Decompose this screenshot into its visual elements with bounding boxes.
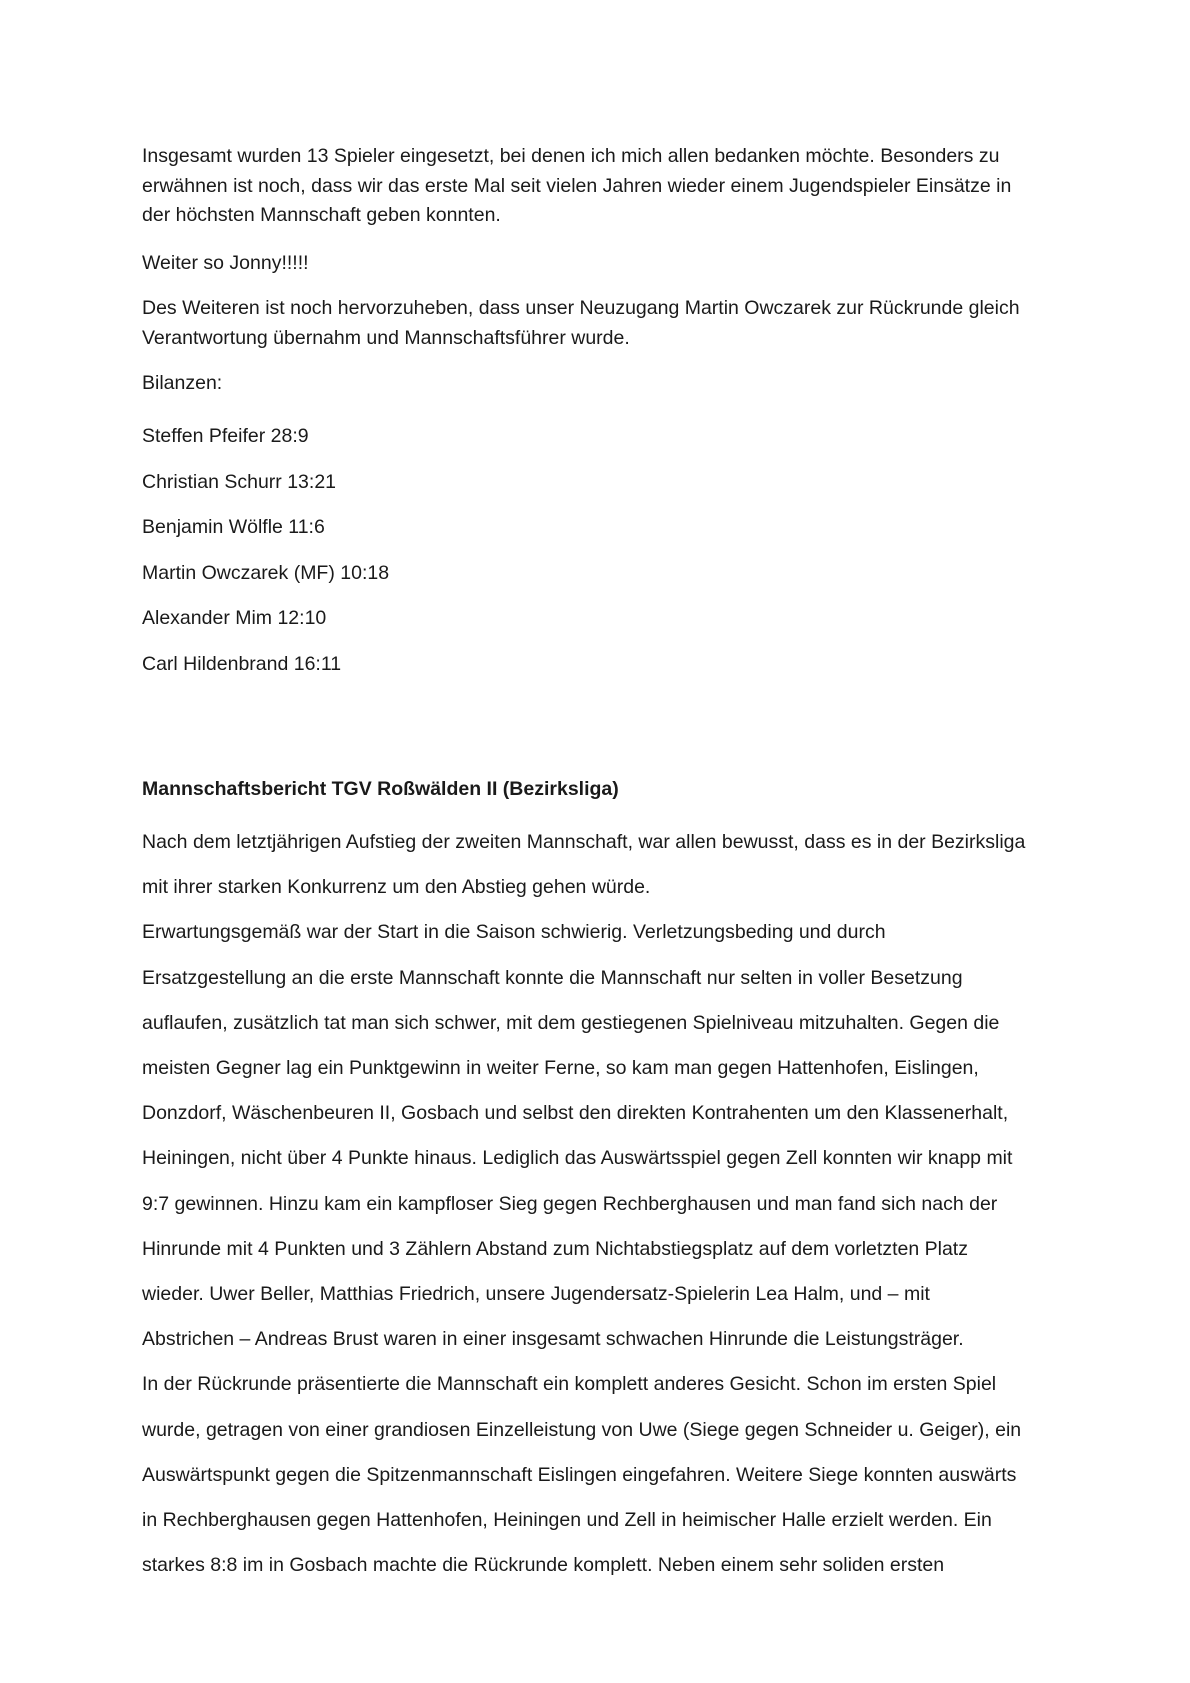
text-line: Abstrichen – Andreas Brust waren in einer insgesamt schwachen Hinrunde die Leistungsträger.	[142, 1328, 964, 1351]
text-line: der höchsten Mannschaft geben konnten.	[142, 204, 501, 226]
text-line: Weiter so Jonny!!!!!	[142, 252, 309, 274]
bilanz-item: Benjamin Wölfle 11:6	[142, 516, 325, 538]
text-line: Des Weiteren ist noch hervorzuheben, dass unser Neuzugang Martin Owczarek zur Rückrunde gleich	[142, 297, 1020, 319]
text-line: Verantwortung übernahm und Mannschaftsführer wurde.	[142, 326, 630, 349]
text-line: wieder. Uwer Beller, Matthias Friedrich, unsere Jugendersatz-Spielerin Lea Halm, und – mit	[142, 1283, 930, 1306]
text-line: mit ihrer starken Konkurrenz um den Abstieg gehen würde.	[142, 876, 651, 899]
bilanz-item: Martin Owczarek (MF) 10:18	[142, 561, 390, 584]
text-line: Auswärtspunkt gegen die Spitzenmannschaft Eislingen eingefahren. Weitere Siege konnten auswärts	[142, 1463, 1017, 1486]
text-line: Ersatzgestellung an die erste Mannschaft konnte die Mannschaft nur selten in voller Besetzung	[142, 966, 963, 989]
text-line: starkes 8:8 im in Gosbach machte die Rückrunde komplett. Neben einem sehr soliden ersten	[142, 1554, 945, 1577]
cheer-paragraph	[142, 249, 1062, 279]
text-line: meisten Gegner lag ein Punktgewinn in weiter Ferne, so kam man gegen Hattenhofen, Eislingen,	[142, 1057, 979, 1080]
text-line: Insgesamt wurden 13 Spieler eingesetzt, bei denen ich mich allen bedanken möchte. Besonders zu	[142, 145, 1000, 167]
bilanz-item: Christian Schurr 13:21	[142, 470, 337, 493]
bilanz-item: Steffen Pfeifer 28:9	[142, 425, 309, 447]
bilanzen-label	[142, 369, 1062, 399]
bilanz-item: Carl Hildenbrand 16:11	[142, 652, 342, 675]
text-line: wurde, getragen von einer grandiosen Einzelleistung von Uwe (Siege gegen Schneider u. Geiger), ein	[142, 1418, 1022, 1441]
report-heading-text: Mannschaftsbericht TGV Roßwälden II (Bezirksliga)	[142, 778, 619, 800]
text-line: auflaufen, zusätzlich tat man sich schwer, mit dem gestiegenen Spielniveau mitzuhalten. Gegen die	[142, 1011, 1000, 1034]
newcomer-paragraph	[142, 294, 1062, 353]
text-line: Hinrunde mit 4 Punkten und 3 Zählern Abstand zum Nichtabstiegsplatz auf dem vorletzten Platz	[142, 1237, 968, 1260]
text-line: Nach dem letztjährigen Aufstieg der zweiten Mannschaft, war allen bewusst, dass es in der Bezirksliga	[142, 831, 1026, 853]
text-line: Erwartungsgemäß war der Start in die Saison schwierig. Verletzungsbeding und durch	[142, 921, 886, 944]
report-body	[142, 820, 1062, 1588]
bilanzen-list	[142, 414, 1062, 687]
text-line: Heiningen, nicht über 4 Punkte hinaus. Lediglich das Auswärtsspiel gegen Zell konnten wir knapp mit	[142, 1147, 1013, 1170]
report-heading	[142, 775, 1062, 805]
text-line: In der Rückrunde präsentierte die Mannschaft ein komplett anderes Gesicht. Schon im ersten Spiel	[142, 1373, 997, 1396]
text-line: 9:7 gewinnen. Hinzu kam ein kampfloser Sieg gegen Rechberghausen und man fand sich nach der	[142, 1192, 998, 1215]
bilanzen-label-text: Bilanzen:	[142, 372, 223, 394]
text-line: Donzdorf, Wäschenbeuren II, Gosbach und selbst den direkten Kontrahenten um den Klassenerhalt,	[142, 1102, 1009, 1125]
text-line: in Rechberghausen gegen Hattenhofen, Heiningen und Zell in heimischer Halle erzielt werden. Ein	[142, 1509, 992, 1532]
intro-paragraph	[142, 142, 1062, 231]
bilanz-item: Alexander Mim 12:10	[142, 607, 327, 629]
text-line: erwähnen ist noch, dass wir das erste Mal seit vielen Jahren wieder einem Jugendspieler Einsätze in	[142, 174, 1012, 197]
